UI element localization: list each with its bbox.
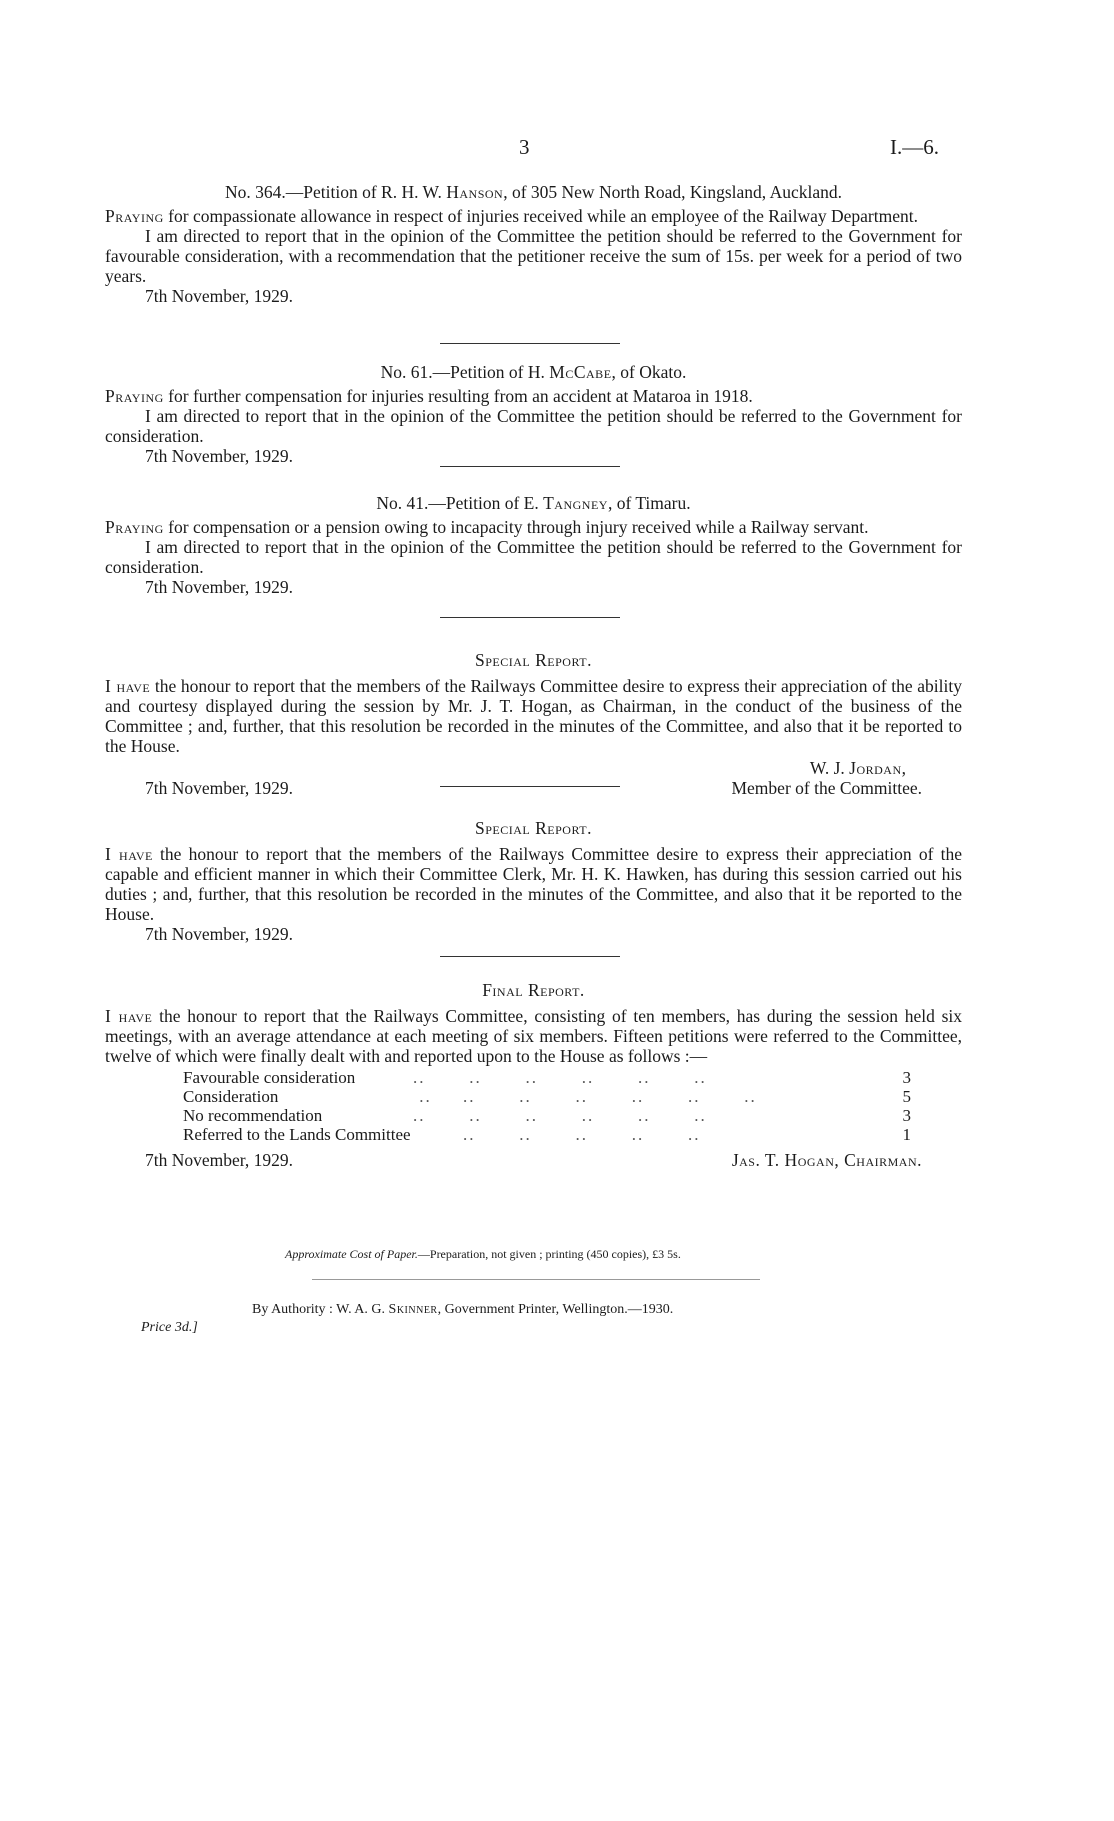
tally-label: Referred to the Lands Committee (183, 1125, 411, 1144)
special-report-2-body (105, 844, 962, 924)
petition-41-heading (105, 493, 962, 513)
petition-heading-suffix: , of Timaru. (607, 493, 691, 513)
tally-row (183, 1125, 911, 1144)
petition-61-date: 7th November, 1929. (145, 446, 294, 466)
final-report-section (105, 980, 962, 1172)
tally-label: Favourable consideration (183, 1068, 356, 1087)
signatory-prefix: W. J. (809, 758, 845, 778)
report-lead: I have (105, 1006, 153, 1026)
special-report-1-section (105, 650, 962, 800)
special-report-1-date: 7th November, 1929. (145, 778, 294, 798)
printer-authority (252, 1302, 673, 1318)
tally-label: No recommendation (183, 1106, 323, 1125)
cost-note (285, 1247, 681, 1262)
leader-dots: .. .. .. .. .. (413, 1125, 701, 1144)
petitioner-name: McCabe (549, 362, 612, 382)
praying-label: Praying (105, 517, 164, 537)
petition-61-heading (105, 362, 962, 382)
petition-364-heading (105, 182, 962, 202)
authority-suffix: , Government Printer, Wellington.—1930. (437, 1302, 674, 1317)
praying-label: Praying (105, 206, 164, 226)
special-report-1-footer-row (105, 778, 962, 800)
tally-row (183, 1087, 911, 1106)
praying-label: Praying (105, 386, 164, 406)
petition-heading-prefix: No. 41.—Petition of E. (376, 493, 539, 513)
petition-41-report: I am directed to report that in the opinion of the Committee the petition should be referred to the Government for consideration. (105, 537, 962, 577)
tally-value: 1 (902, 1125, 911, 1144)
report-body: the honour to report that the Railways Committee, consisting of ten members, has during the session held six meetings, with an average attendance at each meeting of six members. Fifteen petitions were referred to the Committee, twelve of which were finally dealt with and reported upon to the House as follows :— (105, 1006, 962, 1066)
section-divider (440, 343, 620, 344)
special-report-1-body (105, 676, 962, 756)
petition-61-section (105, 362, 962, 466)
printer-name: Skinner (388, 1302, 438, 1317)
signatory-suffix: , (901, 758, 906, 778)
cost-text: —Preparation, not given ; printing (450 copies), £3 5s. (417, 1247, 681, 1261)
final-report-body (105, 1006, 962, 1066)
final-report-date: 7th November, 1929. (145, 1150, 294, 1170)
petition-61-report: I am directed to report that in the opinion of the Committee the petition should be referred to the Government for consideration. (105, 406, 962, 446)
petition-heading-suffix: , of 305 New North Road, Kingsland, Auckland. (503, 182, 842, 202)
report-body: the honour to report that the members of the Railways Committee desire to express their appreciation of the ability and courtesy displayed during the session by Mr. J. T. Hogan, as Chairman, in the conduct of the business of the Committee ; and, further, that this resolution be recorded in the minutes of the Committee, and also that it be reported to the House. (105, 676, 962, 756)
page-number: 3 (519, 135, 530, 159)
petition-41-section (105, 493, 962, 597)
section-divider (440, 617, 620, 618)
petition-41-praying (105, 517, 962, 537)
cost-label: Approximate Cost of Paper. (285, 1247, 418, 1261)
petition-364-date: 7th November, 1929. (145, 286, 294, 306)
signatory-name: Jordan (849, 758, 902, 778)
praying-text: for further compensation for injuries resulting from an accident at Mataroa in 1918. (163, 386, 753, 406)
special-report-1-title: Special Report. (475, 650, 592, 670)
petition-364-section (105, 182, 962, 306)
final-report-signatory: Jas. T. Hogan, Chairman. (731, 1150, 922, 1170)
praying-text: for compassionate allowance in respect of injuries received while an employee of the Railway Department. (163, 206, 918, 226)
petition-heading-suffix: , of Okato. (611, 362, 687, 382)
petition-364-report: I am directed to report that in the opinion of the Committee the petition should be referred to the Government for favourable consideration, with a recommendation that the petitioner receive the sum of 15s. per week for a period of two years. (105, 226, 962, 286)
final-report-footer-row (105, 1150, 962, 1172)
special-report-1-signatory (105, 758, 962, 778)
special-report-2-title: Special Report. (475, 818, 592, 838)
footer-divider (312, 1279, 760, 1280)
price-note: Price 3d.] (141, 1320, 198, 1335)
report-lead: I have (105, 676, 151, 696)
leader-dots: .. .. .. .. .. .. .. (413, 1087, 757, 1106)
document-reference: I.—6. (890, 135, 939, 159)
signatory-role: Member of the Committee. (731, 778, 922, 798)
petition-61-praying (105, 386, 962, 406)
report-body: the honour to report that the members of the Railways Committee desire to express their appreciation of the capable and efficient manner in which their Committee Clerk, Mr. H. K. Hawken, has during this session carried out his duties ; and, further, that this resolution be recorded in the minutes of the Committee, and also that it be reported to the House. (105, 844, 962, 924)
leader-dots: .. .. .. .. .. .. (413, 1068, 707, 1087)
section-divider (440, 786, 620, 787)
petition-tally-table (183, 1068, 911, 1144)
petition-heading-prefix: No. 61.—Petition of H. (380, 362, 545, 382)
petition-41-date: 7th November, 1929. (145, 577, 294, 597)
praying-text: for compensation or a pension owing to incapacity through injury received while a Railway servant. (163, 517, 869, 537)
petitioner-name: Tangney (543, 493, 608, 513)
special-report-2-section (105, 818, 962, 944)
section-divider (440, 466, 620, 467)
petition-heading-prefix: No. 364.—Petition of R. H. W. (225, 182, 442, 202)
tally-value: 5 (902, 1087, 911, 1106)
tally-value: 3 (902, 1106, 911, 1125)
section-divider (440, 956, 620, 957)
final-report-title: Final Report. (482, 980, 585, 1000)
petition-364-praying (105, 206, 962, 226)
tally-label: Consideration (183, 1087, 279, 1106)
leader-dots: .. .. .. .. .. .. (413, 1106, 707, 1125)
petitioner-name: Hanson (446, 182, 504, 202)
tally-row (183, 1106, 911, 1125)
report-lead: I have (105, 844, 153, 864)
tally-row (183, 1068, 911, 1087)
authority-prefix: By Authority : W. A. G. (252, 1302, 386, 1317)
tally-value: 3 (902, 1068, 911, 1087)
special-report-2-date: 7th November, 1929. (145, 924, 294, 944)
